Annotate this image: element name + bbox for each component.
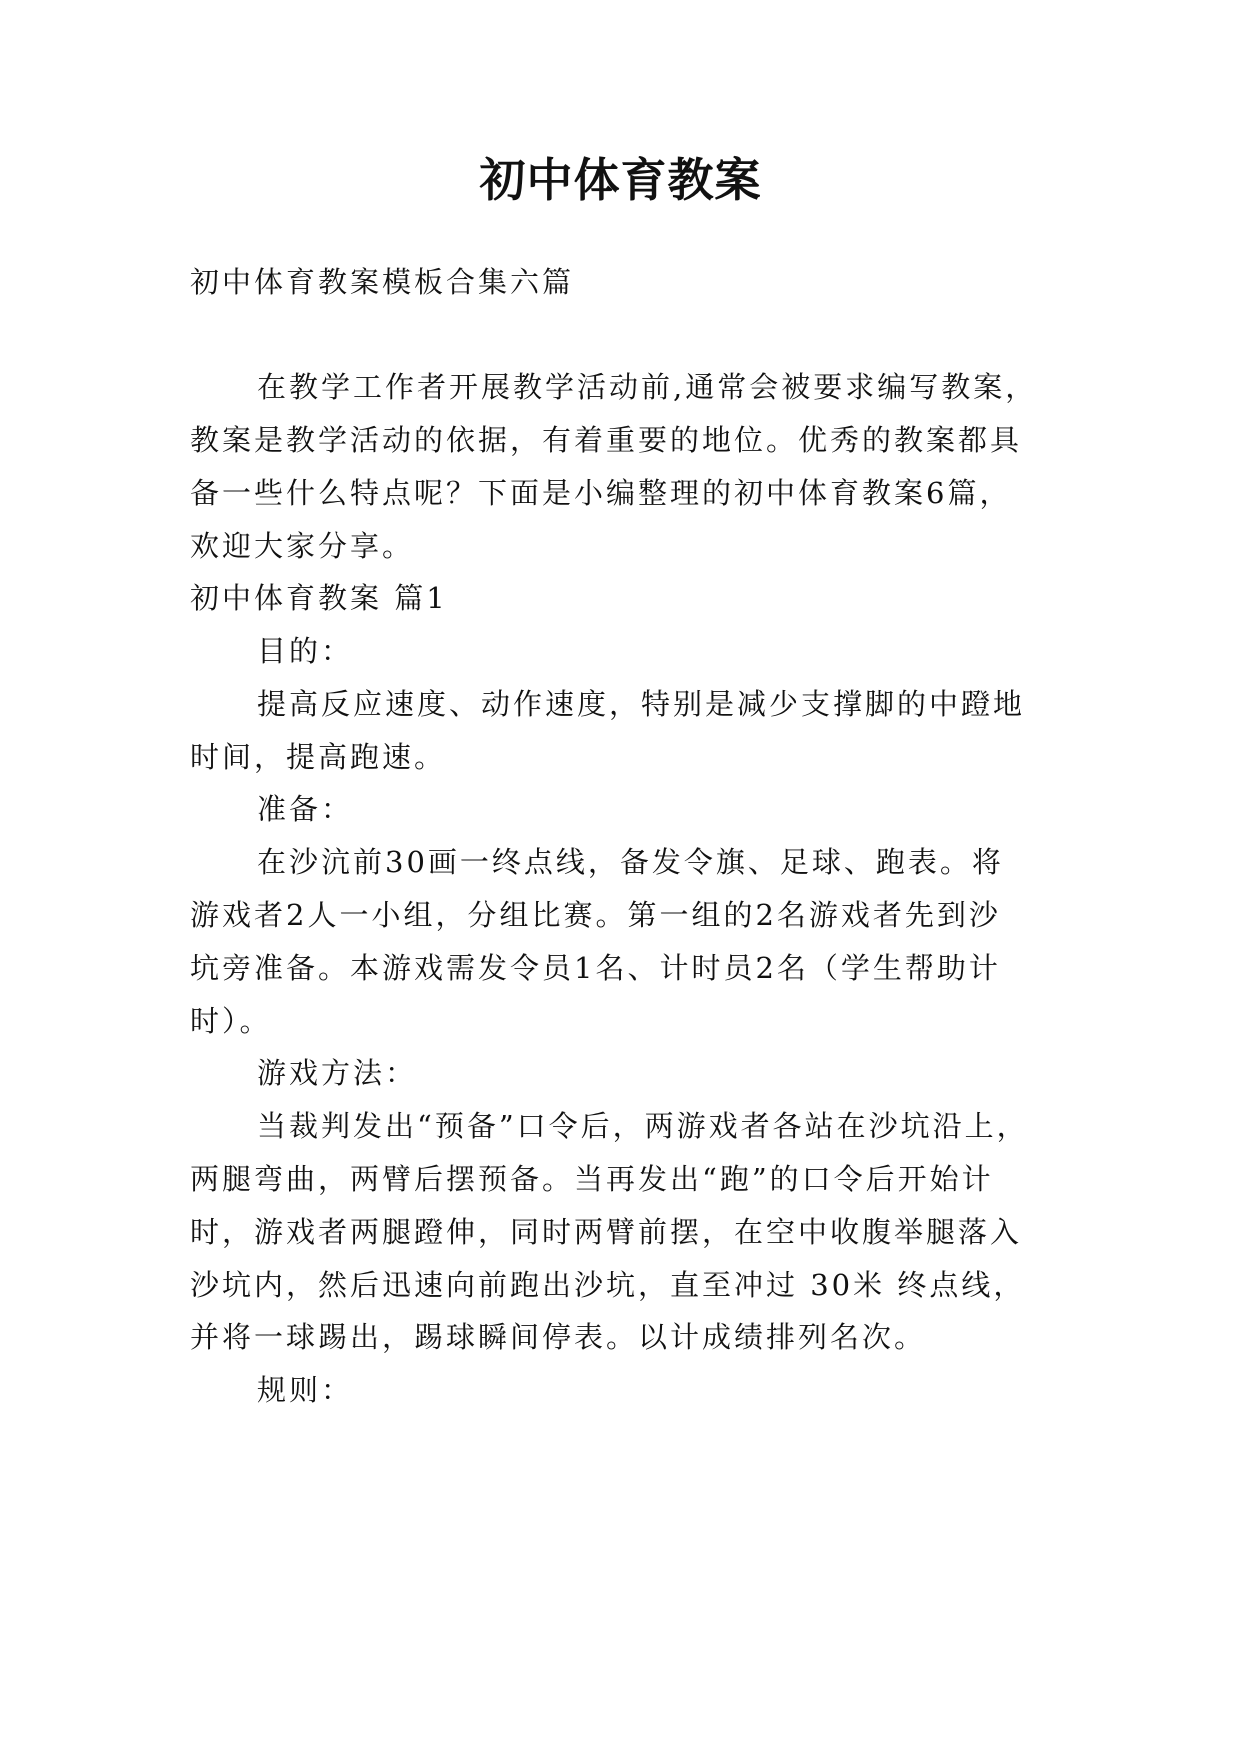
paragraph-line: 备一些什么特点呢？下面是小编整理的初中体育教案6篇， (190, 476, 1012, 510)
section-heading: 初中体育教案 篇1 (190, 581, 448, 615)
paragraph-line: 游戏者2人一小组，分组比赛。第一组的2名游戏者先到沙 (190, 898, 1001, 932)
paragraph-line: 提高反应速度、动作速度，特别是减少支撑脚的中蹬地 (257, 687, 1026, 721)
paragraph-line: 时）。 (190, 1004, 272, 1038)
document-subtitle: 初中体育教案模板合集六篇 (190, 265, 575, 299)
paragraph-line: 时，游戏者两腿蹬伸，同时两臂前摆，在空中收腹举腿落入 (190, 1215, 1023, 1249)
paragraph-line: 两腿弯曲，两臂后摆预备。当再发出“跑”的口令后开始计 (190, 1162, 994, 1196)
paragraph-line: 当裁判发出“预备”口令后，两游戏者各站在沙坑沿上， (257, 1109, 1029, 1143)
paragraph-line: 欢迎大家分享。 (190, 529, 415, 563)
paragraph-line: 在沙沆前30画一终点线，备发令旗、足球、跑表。将 (257, 845, 1004, 879)
paragraph-line: 坑旁准备。本游戏需发令员1名、计时员2名（学生帮助计 (190, 951, 1001, 985)
paragraph-line: 并将一球踢出，踢球瞬间停表。以计成绩排列名次。 (190, 1320, 927, 1354)
page-title: 初中体育教案 (479, 153, 762, 207)
paragraph-line: 教案是教学活动的依据，有着重要的地位。优秀的教案都具 (190, 423, 1023, 457)
paragraph-line: 时间，提高跑速。 (190, 740, 447, 774)
subheading-purpose: 目的： (257, 634, 354, 668)
subheading-game-method: 游戏方法： (257, 1056, 418, 1090)
subheading-preparation: 准备： (257, 792, 354, 826)
paragraph-line: 沙坑内，然后迅速向前跑出沙坑，直至冲过 30米 终点线， (190, 1268, 1026, 1302)
paragraph-line: 在教学工作者开展教学活动前,通常会被要求编写教案， (257, 370, 1038, 404)
subheading-rules: 规则： (257, 1373, 354, 1407)
